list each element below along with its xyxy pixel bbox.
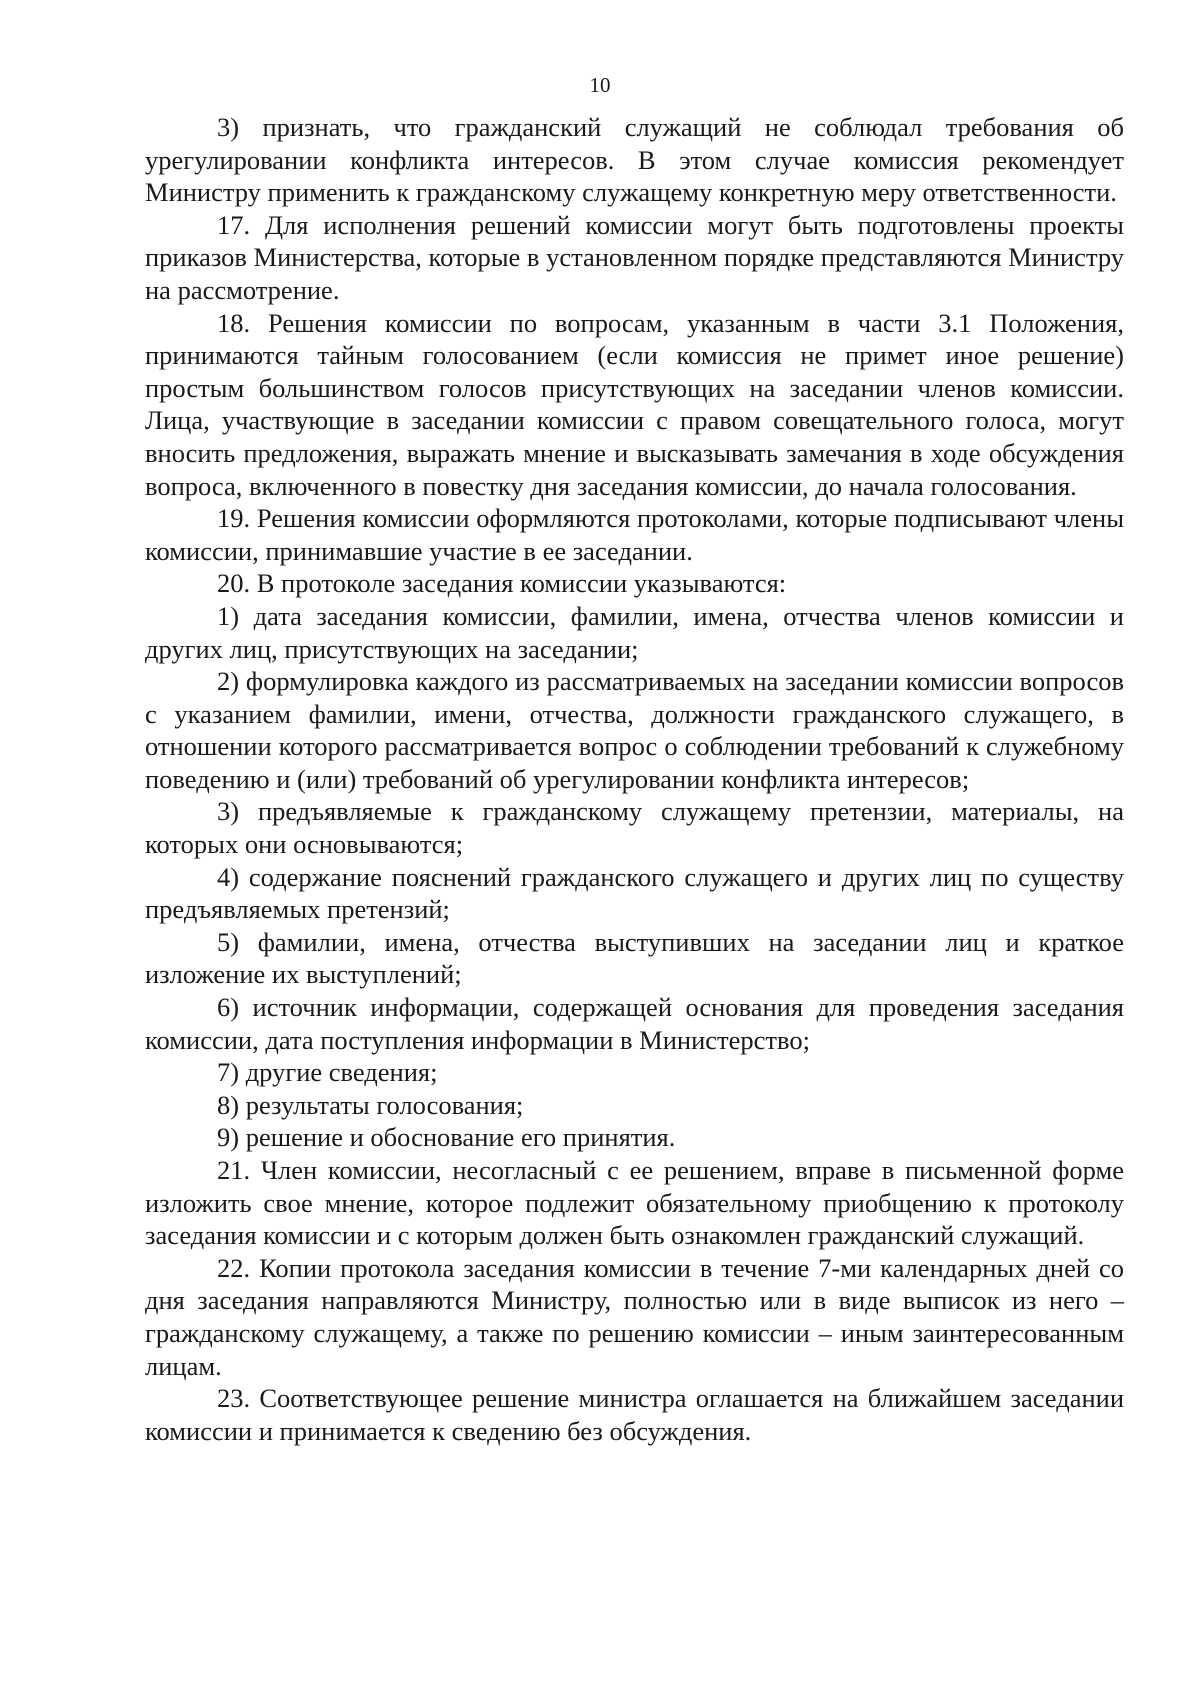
list-item-9-decision: 9) решение и обоснование его принятия. — [217, 1122, 676, 1153]
paragraph-21-dissenting-opinion: 21. Член комиссии, несогласный с ее решением, вправе в письменной форме изложить свое мнение, которое подлежит обязательному приобщению к протоколу заседания комиссии и с которым должен быть ознакомлен гражданский служащий. — [145, 1155, 1124, 1251]
paragraph-17-draft-orders: 17. Для исполнения решений комиссии могут быть подготовлены проекты приказов Министерства, которые в установленном порядке представляются Министру на рассмотрение. — [145, 209, 1124, 305]
list-item-4-explanations: 4) содержание пояснений гражданского служащего и других лиц по существу предъявляемых претензий; — [145, 861, 1124, 925]
list-item-1-meeting-date: 1) дата заседания комиссии, фамилии, имена, отчества членов комиссии и других лиц, присутствующих на заседании; — [145, 600, 1124, 664]
paragraph-19-protocols: 19. Решения комиссии оформляются протоколами, которые подписывают члены комиссии, принимавшие участие в ее заседании. — [145, 503, 1124, 566]
list-item-3-claims: 3) предъявляемые к гражданскому служащему претензии, материалы, на которых они основываются; — [145, 796, 1124, 860]
list-item-8-voting-results: 8) результаты голосования; — [217, 1089, 524, 1120]
paragraph-20-protocol-contents: 20. В протоколе заседания комиссии указываются: — [217, 568, 787, 599]
paragraph-22-protocol-copies: 22. Копии протокола заседания комиссии в течение 7-ми календарных дней со дня заседания направляются Министру, полностью или в виде выписок из него – гражданскому служащему, а также по решению комиссии – иным заинтересованным лицам. — [145, 1252, 1124, 1381]
paragraph-23-minister-decision: 23. Соответствующее решение министра оглашается на ближайшем заседании комиссии и принимается к сведению без обсуждения. — [145, 1383, 1124, 1446]
list-item-7-other-info: 7) другие сведения; — [217, 1057, 438, 1088]
list-item-2-question-wording: 2) формулировка каждого из рассматриваемых на заседании комиссии вопросов с указанием фамилии, имени, отчества, должности гражданского служащего, в отношении которого рассматривается вопрос о соблюдении требований к служебному поведению и (или) требований об урегулировании конфликта интересов; — [145, 666, 1124, 794]
page-number: 10 — [589, 73, 611, 97]
document-body — [145, 111, 1124, 1447]
paragraph-item-3-conflict-violation: 3) признать, что гражданский служащий не соблюдал требования об урегулировании конфликта интересов. В этом случае комиссия рекомендует Министру применить к гражданскому служащему конкретную меру ответственности. — [145, 112, 1124, 208]
list-item-5-speakers: 5) фамилии, имена, отчества выступивших на заседании лиц и краткое изложение их выступлений; — [145, 926, 1124, 990]
list-item-6-information-source: 6) источник информации, содержащей основания для проведения заседания комиссии, дата поступления информации в Министерство; — [145, 992, 1124, 1055]
paragraph-18-secret-voting: 18. Решения комиссии по вопросам, указанным в части 3.1 Положения, принимаются тайным голосованием (если комиссия не примет иное решение) простым большинством голосов присутствующих на заседании членов комиссии. Лица, участвующие в заседании комиссии с правом совещательного голоса, могут вносить предложения, выражать мнение и высказывать замечания в ходе обсуждения вопроса, включенного в повестку дня заседания комиссии, до начала голосования. — [145, 307, 1124, 501]
